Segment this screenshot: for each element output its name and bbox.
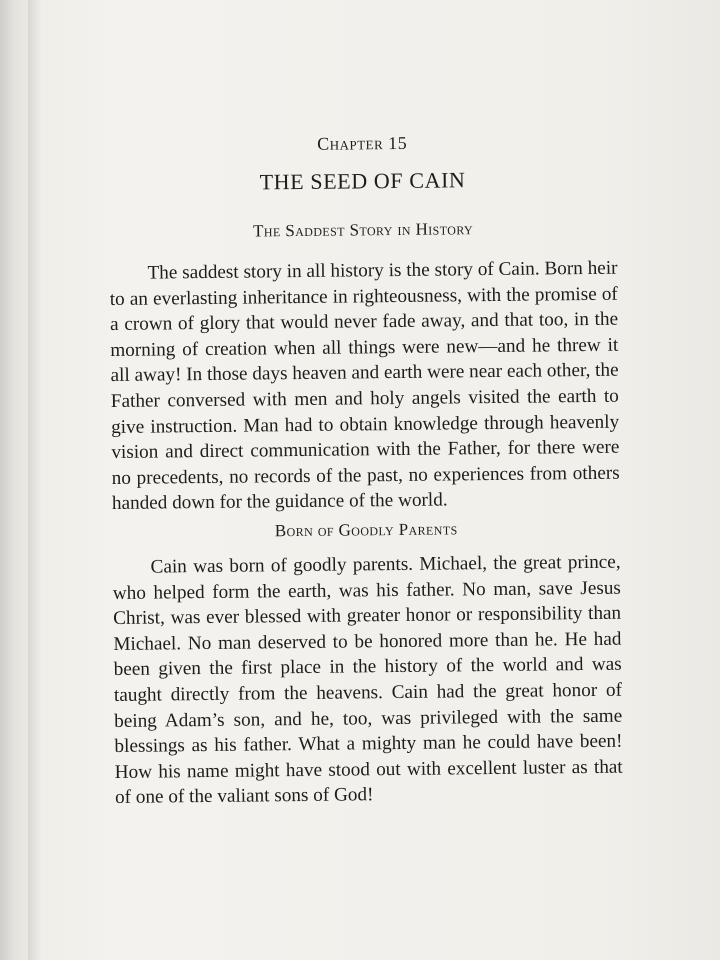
page-gutter xyxy=(28,0,42,960)
section-heading-goodly-parents: Born of Goodly Parents xyxy=(274,519,458,541)
section-heading-saddest-story: The Saddest Story in History xyxy=(252,219,474,241)
page-text-block xyxy=(108,123,623,811)
paragraph-saddest-story: The saddest story in all history is the story of Cain. Born heir to an everlasting inheritance in righteousness, with the promise of a crown of glory that would never fade away, and that too, in the morning of creation when all things were new—and he threw it all away! In those days heaven and earth were near each other, the Father conversed with men and holy angels visited the earth to give instruction. Man had to obtain knowledge through heavenly vision and direct communication with the Father, for there were no precedents, no records of the past, no experiences from others handed down for the guidance of the world. xyxy=(109,257,620,515)
paragraph-goodly-parents: Cain was born of goodly parents. Michael, the great prince, who helped form the earth, was his father. No man, save Jesus Christ, was ever blessed with greater honor or responsibility than Michael. No man deserved to be honored more than he. He had been given the first place in the history of the world and was taught directly from the heavens. Cain had the great honor of being Adam’s son, and he, too, was privileged with the same blessings as his father. What a mighty man he could have been! How his name might have stood out with excellent luster as that of one of the valiant sons of God! xyxy=(112,551,623,809)
chapter-label: Chapter 15 xyxy=(317,132,408,154)
chapter-title: THE SEED OF CAIN xyxy=(259,167,466,195)
